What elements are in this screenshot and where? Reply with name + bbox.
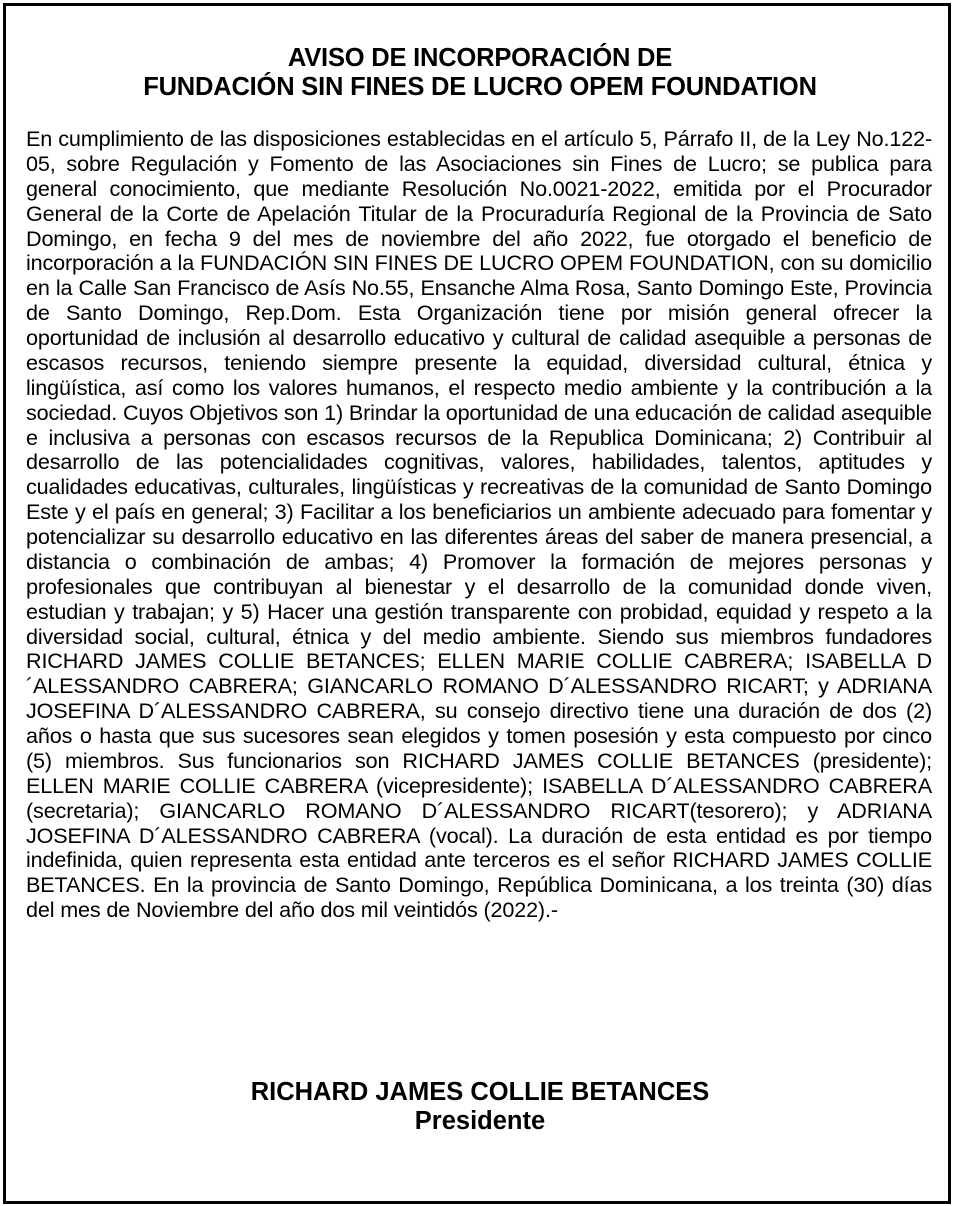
notice-title xyxy=(6,44,954,102)
signature-block xyxy=(6,1078,954,1136)
notice-frame xyxy=(3,3,951,1204)
signature-role: Presidente xyxy=(414,1107,546,1135)
title-line-2: FUNDACIÓN SIN FINES DE LUCRO OPEM FOUNDATION xyxy=(143,73,817,101)
signature-name: RICHARD JAMES COLLIE BETANCES xyxy=(250,1078,710,1106)
title-line-1: AVISO DE INCORPORACIÓN DE xyxy=(287,44,673,72)
notice-body: En cumplimiento de las disposiciones establecidas en el artículo 5, Párrafo II, de la Ley No.122-05, sobre Regulación y Fomento de las Asociaciones sin Fines de Lucro; se publica para general conocimiento, que mediante Resolución No.0021-2022, emitida por el Procurador General de la Corte de Apelación Titular de la Procuraduría Regional de la Provincia de Sato Domingo, en fecha 9 del mes de noviembre del año 2022, fue otorgado el beneficio de incorporación a la FUNDACIÓN SIN FINES DE LUCRO OPEM FOUNDATION, con su domicilio en la Calle San Francisco de Asís No.55, Ensanche Alma Rosa, Santo Domingo Este, Provincia de Santo Domingo, Rep.Dom. Esta Organización tiene por misión general ofrecer la oportunidad de inclusión al desarrollo educativo y cultural de calidad asequible a personas de escasos recursos, teniendo siempre presente la equidad, diversidad cultural, étnica y lingüística, así como los valores humanos, el respecto medio ambiente y la contribución a la sociedad. Cuyos Objetivos son 1) Brindar la oportunidad de una educación de calidad asequible e inclusiva a personas con escasos recursos de la Republica Dominicana; 2) Contribuir al desarrollo de las potencialidades cognitivas, valores, habilidades, talentos, aptitudes y cualidades educativas, culturales, lingüísticas y recreativas de la comunidad de Santo Domingo Este y el país en general; 3) Facilitar a los beneficiarios un ambiente adecuado para fomentar y potencializar su desarrollo educativo en las diferentes áreas del saber de manera presencial, a distancia o combinación de ambas; 4) Promover la formación de mejores personas y profesionales que contribuyan al bienestar y el desarrollo de la comunidad donde viven, estudian y trabajan; y 5) Hacer una gestión transparente con probidad, equidad y respeto a la diversidad social, cultural, étnica y del medio ambiente. Siendo sus miembros fundadores RICHARD JAMES COLLIE BETANCES; ELLEN MARIE COLLIE CABRERA; ISABELLA D´ALESSANDRO CABRERA; GIANCARLO ROMANO D´ALESSANDRO RICART; y ADRIANA JOSEFINA D´ALESSANDRO CABRERA, su consejo directivo tiene una duración de dos (2) años o hasta que sus sucesores sean elegidos y tomen posesión y esta compuesto por cinco (5) miembros. Sus funcionarios son RICHARD JAMES COLLIE BETANCES (presidente); ELLEN MARIE COLLIE CABRERA (vicepresidente); ISABELLA D´ALESSANDRO CABRERA (secretaria); GIANCARLO ROMANO D´ALESSANDRO RICART(tesorero); y ADRIANA JOSEFINA D´ALESSANDRO CABRERA (vocal). La duración de esta entidad es por tiempo indefinida, quien representa esta entidad ante terceros es el señor RICHARD JAMES COLLIE BETANCES. En la provincia de Santo Domingo, República Dominicana, a los treinta (30) días del mes de Noviembre del año dos mil veintidós (2022).- xyxy=(26,126,932,923)
